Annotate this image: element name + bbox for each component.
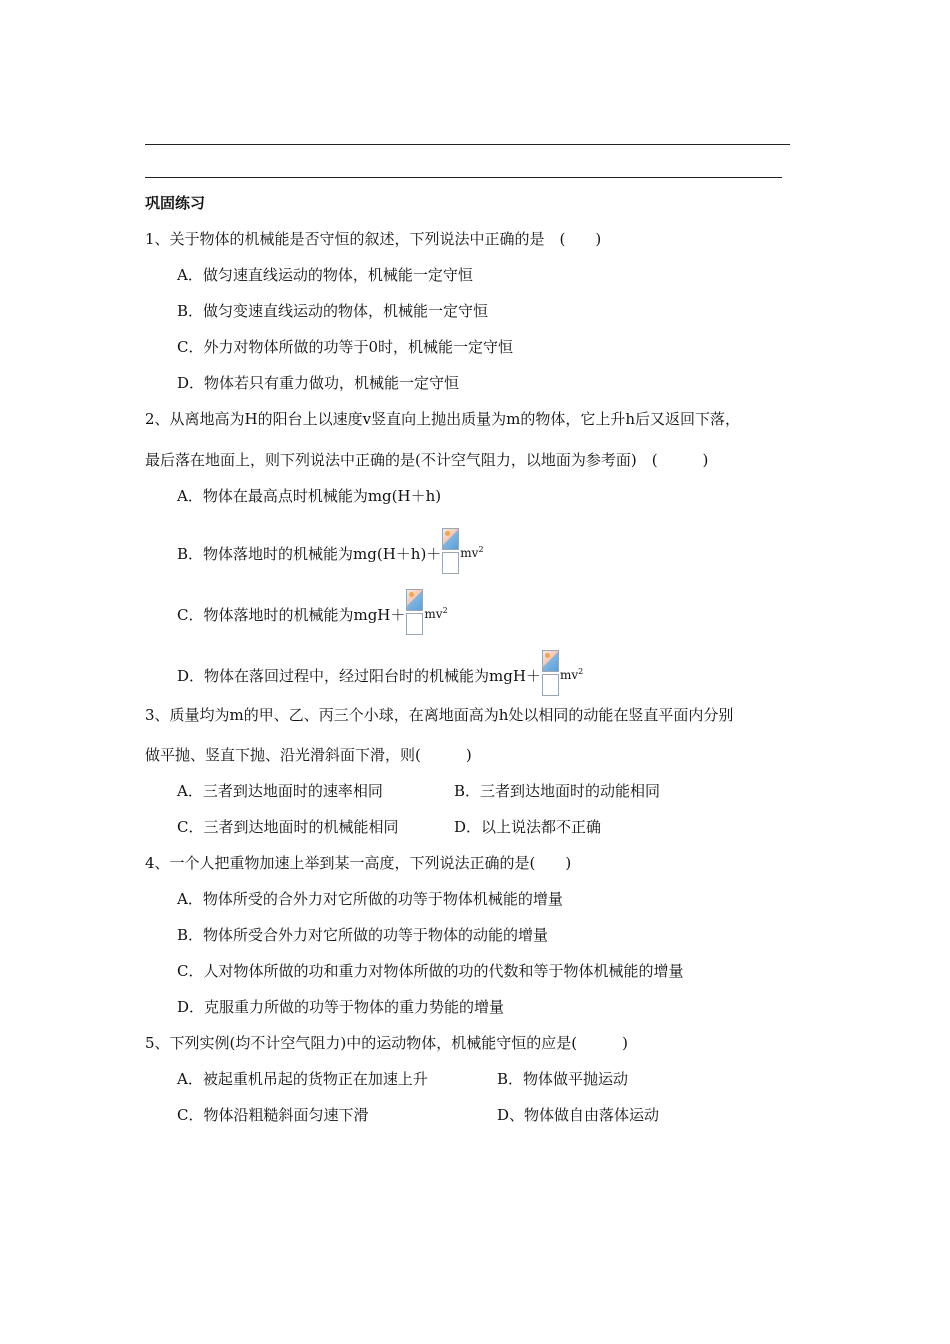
top-rule xyxy=(145,144,790,145)
question-5-option-c: C．物体沿粗糙斜面匀速下滑 xyxy=(177,1106,369,1124)
fraction-image-icon xyxy=(406,589,423,635)
question-3-stem-line-1: 3、质量均为m的甲、乙、丙三个小球，在离地面高为h处以相同的动能在竖直平面内分别 xyxy=(145,706,734,724)
question-3-option-d: D．以上说法都不正确 xyxy=(454,818,602,836)
second-rule xyxy=(145,177,782,178)
question-4-option-b: B．物体所受合外力对它所做的功等于物体的动能的增量 xyxy=(177,926,549,944)
question-5-option-a: A．被起重机吊起的货物正在加速上升 xyxy=(177,1070,428,1088)
question-1-option-c: C．外力对物体所做的功等于0时，机械能一定守恒 xyxy=(177,338,514,356)
question-2-option-d xyxy=(177,654,583,700)
question-1-option-d: D．物体若只有重力做功，机械能一定守恒 xyxy=(177,374,460,392)
section-title: 巩固练习 xyxy=(145,194,206,212)
question-1-option-b: B．做匀变速直线运动的物体，机械能一定守恒 xyxy=(177,302,489,320)
question-2-option-a: A．物体在最高点时机械能为mg(H＋h) xyxy=(177,487,442,505)
question-2-option-b xyxy=(177,532,484,578)
question-3-option-c: C．三者到达地面时的机械能相同 xyxy=(177,818,399,836)
mv-squared: mv2 xyxy=(460,544,484,560)
question-1-stem: 1、关于物体的机械能是否守恒的叙述，下列说法中正确的是 ( ) xyxy=(145,230,602,248)
question-4-stem: 4、一个人把重物加速上举到某一高度，下列说法正确的是( ) xyxy=(145,854,572,872)
mv-squared: mv2 xyxy=(559,666,584,682)
question-2-stem-line-2: 最后落在地面上，则下列说法中正确的是(不计空气阻力，以地面为参考面) ( ) xyxy=(145,451,709,469)
question-4-option-c: C．人对物体所做的功和重力对物体所做的功的代数和等于物体机械能的增量 xyxy=(177,962,684,980)
question-2-option-c xyxy=(177,593,448,639)
question-2-option-c-text: C．物体落地时的机械能为mgH＋ xyxy=(177,606,406,624)
question-2-option-b-text: B．物体落地时的机械能为mg(H＋h)＋ xyxy=(177,545,442,563)
question-4-option-d: D．克服重力所做的功等于物体的重力势能的增量 xyxy=(177,998,505,1016)
question-2-stem-line-1: 2、从离地高为H的阳台上以速度v竖直向上抛出质量为m的物体，它上升h后又返回下落， xyxy=(145,410,740,428)
fraction-image-icon xyxy=(442,528,459,574)
question-5-option-d: D、物体做自由落体运动 xyxy=(497,1106,660,1124)
mv-squared: mv2 xyxy=(424,605,448,621)
question-2-option-d-text: D．物体在落回过程中，经过阳台时的机械能为mgH＋ xyxy=(177,667,541,685)
question-5-stem: 5、下列实例(均不计空气阻力)中的运动物体，机械能守恒的应是( ) xyxy=(145,1034,628,1052)
question-5-option-b: B．物体做平抛运动 xyxy=(497,1070,629,1088)
question-3-option-b: B．三者到达地面时的动能相同 xyxy=(454,782,661,800)
fraction-image-icon xyxy=(542,650,559,696)
question-4-option-a: A．物体所受的合外力对它所做的功等于物体机械能的增量 xyxy=(177,890,563,908)
question-3-stem-line-2: 做平抛、竖直下抛、沿光滑斜面下滑，则( ) xyxy=(145,746,472,764)
question-3-option-a: A．三者到达地面时的速率相同 xyxy=(177,782,383,800)
question-1-option-a: A．做匀速直线运动的物体，机械能一定守恒 xyxy=(177,266,473,284)
